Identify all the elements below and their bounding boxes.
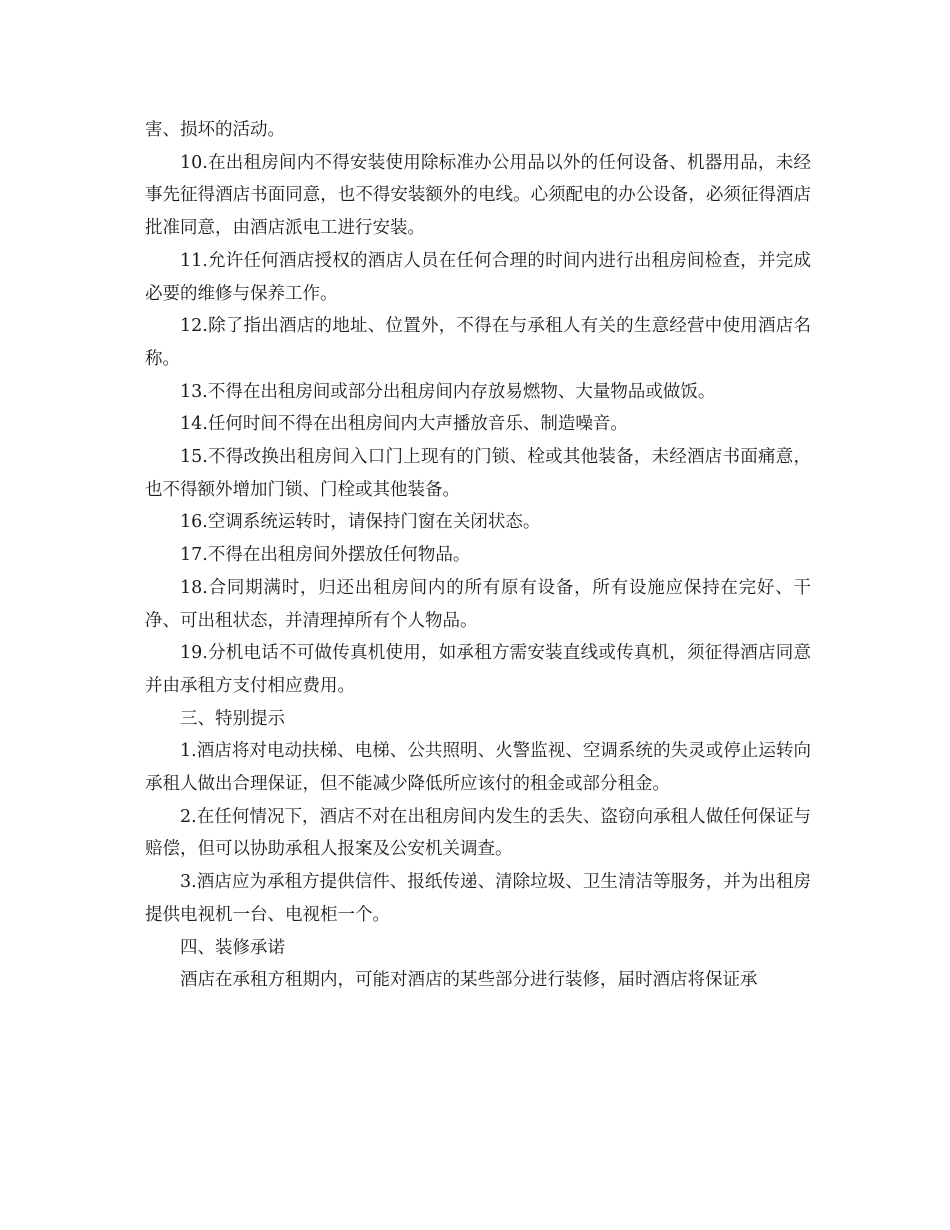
- section-heading-renovation: 四、装修承诺: [180, 937, 285, 958]
- rule-item-18: 18.合同期满时，归还出租房间内的所有原有设备，所有设施应保持在完好、干净、可出租状态，并清理掉所有个人物品。: [145, 577, 811, 631]
- paragraph-continuation: 害、损坏的活动。: [145, 120, 285, 140]
- rule-item-12: 12.除了指出酒店的地址、位置外，不得在与承租人有关的生意经营中使用酒店名称。: [145, 316, 811, 369]
- notice-item-3: 3.酒店应为承租方提供信件、报纸传递、清除垃圾、卫生清洁等服务，并为出租房提供电视机一台、电视柜一个。: [145, 872, 811, 925]
- rule-item-14: 14.任何时间不得在出租房间内大声播放音乐、制造噪音。: [180, 414, 628, 435]
- rule-item-16: 16.空调系统运转时，请保持门窗在关闭状态。: [180, 512, 541, 533]
- document-body: [145, 114, 811, 997]
- renovation-paragraph: 酒店在承租方租期内，可能对酒店的某些部分进行装修，届时酒店将保证承: [180, 970, 758, 991]
- notice-item-2: 2.在任何情况下，酒店不对在出租房间内发生的丢失、盗窃向承租人做任何保证与赔偿，但可以协助承租人报案及公安机关调查。: [145, 806, 811, 860]
- rule-item-17: 17.不得在出租房间外摆放任何物品。: [180, 545, 471, 566]
- notice-item-1: 1.酒店将对电动扶梯、电梯、公共照明、火警监视、空调系统的失灵或停止运转向承租人做出合理保证，但不能减少降低所应该付的租金或部分租金。: [145, 741, 811, 795]
- rule-item-15: 15.不得改换出租房间入口门上现有的门锁、栓或其他装备，未经酒店书面痛意，也不得额外增加门锁、门栓或其他装备。: [145, 447, 811, 500]
- section-heading-special-notes: 三、特别提示: [180, 708, 285, 729]
- rule-item-11: 11.允许任何酒店授权的酒店人员在任何合理的时间内进行出租房间检查，并完成必要的维修与保养工作。: [145, 250, 811, 304]
- rule-item-19: 19.分机电话不可做传真机使用，如承租方需安装直线或传真机，须征得酒店同意并由承租方支付相应费用。: [145, 643, 811, 696]
- rule-item-10: 10.在出租房间内不得安装使用除标准办公用品以外的任何设备、机器用品，未经事先征得酒店书面同意，也不得安装额外的电线。心须配电的办公设备，必须征得酒店批准同意，由酒店派电工进行安装。: [145, 152, 811, 239]
- rule-item-13: 13.不得在出租房间或部分出租房间内存放易燃物、大量物品或做饭。: [180, 381, 716, 402]
